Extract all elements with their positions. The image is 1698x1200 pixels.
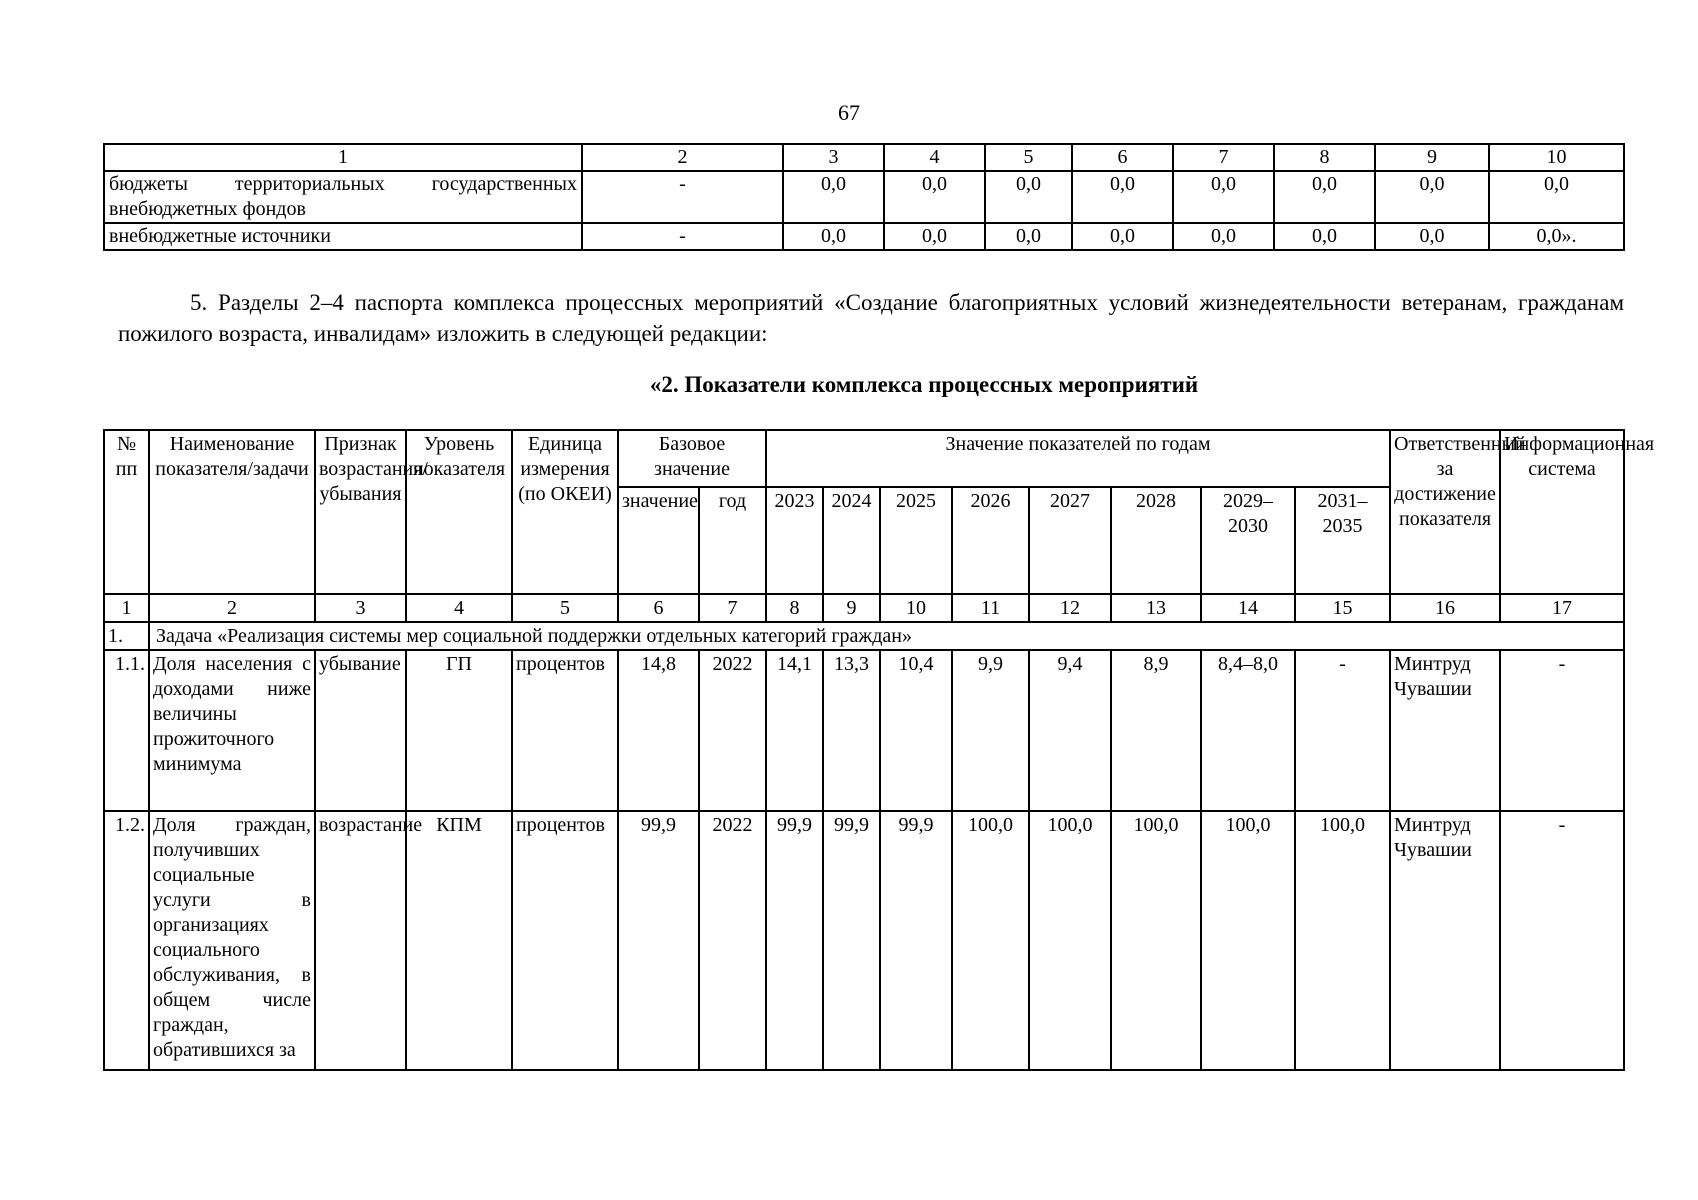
column-number: 4 [406, 594, 512, 622]
header-sign: Признак возрастания/убывания [315, 430, 406, 594]
column-number: 3 [783, 144, 884, 171]
year-value: 100,0 [1295, 811, 1390, 1070]
table-cell: 0,0». [1489, 223, 1624, 250]
task-num: 1. [104, 622, 149, 650]
table-cell: 0,0 [1489, 171, 1624, 223]
header-year: 2029–2030 [1201, 487, 1295, 594]
column-number: 9 [823, 594, 880, 622]
column-number: 2 [582, 144, 783, 171]
table-cell: 0,0 [783, 223, 884, 250]
year-value: 9,4 [1029, 650, 1111, 811]
table-cell: - [582, 223, 783, 250]
base-value: 99,9 [618, 811, 699, 1070]
column-number: 6 [618, 594, 699, 622]
base-value: 14,8 [618, 650, 699, 811]
year-value: 8,9 [1111, 650, 1201, 811]
table-cell: 0,0 [985, 171, 1072, 223]
year-value: 8,4–8,0 [1201, 650, 1295, 811]
column-number: 1 [104, 144, 582, 171]
header-row [104, 430, 1624, 487]
section-title: «2. Показатели комплекса процессных мероприятий [649, 372, 1199, 397]
year-value: 100,0 [1111, 811, 1201, 1070]
table-row [104, 811, 1624, 1070]
task-row [104, 622, 1624, 650]
column-number: 15 [1295, 594, 1390, 622]
year-value: 14,1 [766, 650, 823, 811]
year-value: 99,9 [880, 811, 952, 1070]
column-number-row [104, 144, 1624, 171]
info-system: - [1500, 811, 1624, 1070]
indicator-sign: убывание [315, 650, 406, 811]
column-number: 13 [1111, 594, 1201, 622]
column-number: 10 [1489, 144, 1624, 171]
column-number: 6 [1072, 144, 1173, 171]
header-year: 2024 [823, 487, 880, 594]
table-cell: 0,0 [1072, 223, 1173, 250]
column-number-row [104, 594, 1624, 622]
table-row [104, 171, 1624, 223]
header-base-value: значение [618, 487, 699, 594]
column-number: 5 [512, 594, 618, 622]
column-number: 7 [699, 594, 766, 622]
indicator-level: ГП [406, 650, 512, 811]
column-number: 4 [884, 144, 985, 171]
header-num: № пп [104, 430, 149, 594]
column-number: 10 [880, 594, 952, 622]
table-row [104, 650, 1624, 811]
responsible: Минтруд Чувашии [1390, 650, 1500, 811]
row-num: 1.2. [104, 811, 149, 1070]
row-num: 1.1. [104, 650, 149, 811]
table-cell: 0,0 [1072, 171, 1173, 223]
header-responsible: Ответственный за достижение показателя [1390, 430, 1500, 594]
column-number: 1 [104, 594, 149, 622]
year-value: 99,9 [823, 811, 880, 1070]
table-cell: 0,0 [1375, 171, 1489, 223]
responsible: Минтруд Чувашии [1390, 811, 1500, 1070]
column-number: 8 [766, 594, 823, 622]
table-cell: 0,0 [1173, 171, 1274, 223]
column-number: 3 [315, 594, 406, 622]
column-number: 2 [149, 594, 315, 622]
table-cell: 0,0 [1375, 223, 1489, 250]
header-name: Наименование показателя/задачи [149, 430, 315, 594]
header-years-group: Значение показателей по годам [766, 430, 1390, 487]
header-year: 2027 [1029, 487, 1111, 594]
page-number: 67 [838, 100, 860, 125]
column-number: 17 [1500, 594, 1624, 622]
amendment-paragraph: 5. Разделы 2–4 паспорта комплекса процессных мероприятий «Создание благоприятных условий жизнедеятельности ветеранам, гражданам пожилого возраста, инвалидам» изложить в следующей редакции: [118, 290, 1624, 346]
header-year: 2025 [880, 487, 952, 594]
table-cell: 0,0 [1173, 223, 1274, 250]
task-title: Задача «Реализация системы мер социальной поддержки отдельных категорий граждан» [149, 622, 1624, 650]
year-value: 100,0 [1029, 811, 1111, 1070]
indicator-unit: процентов [512, 811, 618, 1070]
indicator-unit: процентов [512, 650, 618, 811]
indicator-level: КПМ [406, 811, 512, 1070]
budget-sources-table [103, 143, 1625, 251]
column-number: 9 [1375, 144, 1489, 171]
column-number: 8 [1274, 144, 1375, 171]
year-value: 100,0 [1201, 811, 1295, 1070]
year-value: 9,9 [952, 650, 1029, 811]
header-year: 2028 [1111, 487, 1201, 594]
header-base-year: год [699, 487, 766, 594]
header-year: 2023 [766, 487, 823, 594]
header-year: 2026 [952, 487, 1029, 594]
header-level: Уровень показателя [406, 430, 512, 594]
table-cell: 0,0 [985, 223, 1072, 250]
indicators-table [103, 429, 1655, 1071]
table-cell: 0,0 [884, 223, 985, 250]
year-value: 13,3 [823, 650, 880, 811]
table-cell: 0,0 [1274, 171, 1375, 223]
base-year: 2022 [699, 811, 766, 1070]
year-value: 100,0 [952, 811, 1029, 1070]
indicator-sign: возрастание [315, 811, 406, 1070]
column-number: 16 [1390, 594, 1500, 622]
base-year: 2022 [699, 650, 766, 811]
table-cell: 0,0 [1274, 223, 1375, 250]
table-cell: - [582, 171, 783, 223]
column-number: 14 [1201, 594, 1295, 622]
column-number: 11 [952, 594, 1029, 622]
info-system: - [1500, 650, 1624, 811]
funding-source-name: бюджеты территориальных государственных внебюджетных фондов [104, 171, 582, 223]
year-value: 10,4 [880, 650, 952, 811]
indicator-name: Доля граждан, получивших социальные услуги в организациях социального обслуживания, в общем числе граждан, обратившихся за [149, 811, 315, 1070]
column-number: 12 [1029, 594, 1111, 622]
header-base: Базовое значение [618, 430, 766, 487]
table-cell: 0,0 [884, 171, 985, 223]
year-value: 99,9 [766, 811, 823, 1070]
funding-source-name: внебюджетные источники [104, 223, 582, 250]
table-cell: 0,0 [783, 171, 884, 223]
table-row [104, 223, 1624, 250]
column-number: 7 [1173, 144, 1274, 171]
column-number: 5 [985, 144, 1072, 171]
header-info-system: Информационная система [1500, 430, 1624, 594]
header-unit: Единица измерения (по ОКЕИ) [512, 430, 618, 594]
year-value: - [1295, 650, 1390, 811]
header-year: 2031–2035 [1295, 487, 1390, 594]
indicator-name: Доля населения с доходами ниже величины прожиточного минимума [149, 650, 315, 811]
